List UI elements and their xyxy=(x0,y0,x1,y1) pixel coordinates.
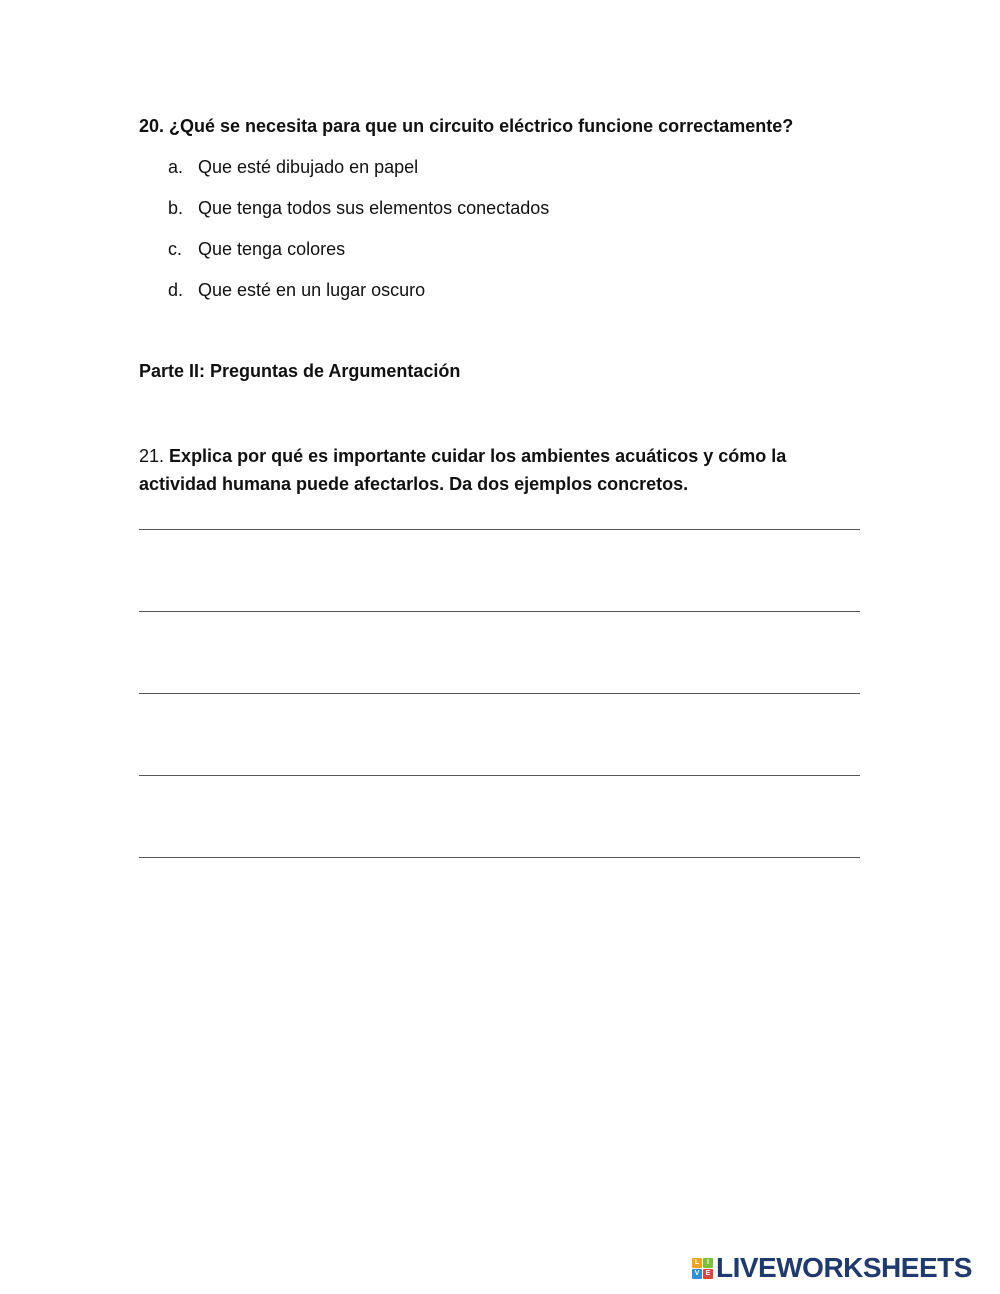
option-text: Que esté dibujado en papel xyxy=(198,157,419,177)
option-text: Que esté en un lugar oscuro xyxy=(198,280,426,300)
logo-text: LIVEWORKSHEETS xyxy=(716,1252,972,1283)
question-21-number: 21. xyxy=(139,446,165,466)
option-text: Que tenga todos sus elementos conectados xyxy=(198,198,550,218)
option-b[interactable] xyxy=(168,198,549,239)
option-a[interactable] xyxy=(168,157,549,198)
question-21-text: Explica por qué es importante cuidar los ambientes acuáticos y cómo la actividad humana puede afectarlos. Da dos ejemplos concretos. xyxy=(139,446,787,494)
answer-line-4[interactable] xyxy=(139,775,860,776)
option-text: Que tenga colores xyxy=(198,239,346,259)
question-20-options xyxy=(168,157,549,321)
logo-block-v: V xyxy=(692,1269,702,1279)
logo-block-l: L xyxy=(692,1258,702,1268)
question-20-title: 20. ¿Qué se necesita para que un circuito eléctrico funcione correctamente? xyxy=(139,116,794,136)
answer-line-5[interactable] xyxy=(139,857,860,858)
liveworksheets-logo xyxy=(692,1253,972,1283)
answer-line-3[interactable] xyxy=(139,693,860,694)
logo-block-e: E xyxy=(703,1269,713,1279)
logo-blocks-icon xyxy=(692,1258,713,1279)
question-21 xyxy=(139,442,859,498)
option-letter: b. xyxy=(168,198,184,218)
answer-line-2[interactable] xyxy=(139,611,860,612)
section-title: Parte II: Preguntas de Argumentación xyxy=(139,361,461,381)
option-c[interactable] xyxy=(168,239,549,280)
answer-line-1[interactable] xyxy=(139,529,860,530)
option-d[interactable] xyxy=(168,280,549,321)
option-letter: a. xyxy=(168,157,184,177)
logo-block-i: I xyxy=(703,1258,713,1268)
option-letter: c. xyxy=(168,239,183,259)
option-letter: d. xyxy=(168,280,184,300)
